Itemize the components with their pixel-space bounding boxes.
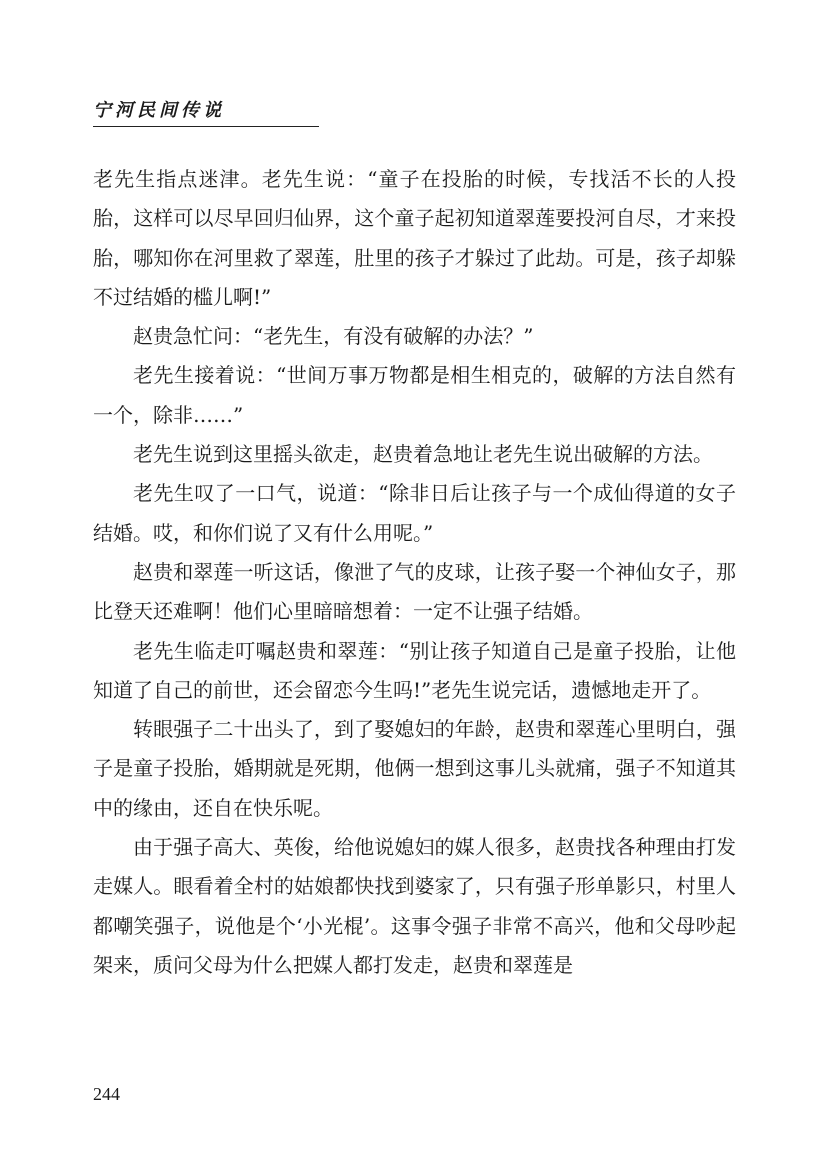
paragraph: 老先生指点迷津。老先生说：“童子在投胎的时候，专找活不长的人投胎，这样可以尽早回归仙界，这个童子起初知道翠莲要投河自尽，才来投胎，哪知你在河里救了翠莲，肚里的孩子才躲过了此劫。可是，孩子却躲不过结婚的槛儿啊!” [93, 167, 736, 309]
paragraph: 老先生临走叮嘱赵贵和翠莲：“别让孩子知道自己是童子投胎，让他知道了自己的前世，还会留恋今生吗!”老先生说完话，遗憾地走开了。 [93, 638, 736, 702]
paragraph: 老先生叹了一口气，说道：“除非日后让孩子与一个成仙得道的女子结婚。哎，和你们说了又有什么用呢。” [93, 481, 736, 545]
body-text [93, 160, 736, 985]
paragraph: 转眼强子二十出头了，到了娶媳妇的年龄，赵贵和翠莲心里明白，强子是童子投胎，婚期就是死期，他俩一想到这事儿头就痛，强子不知道其中的缘由，还自在快乐呢。 [93, 717, 736, 820]
paragraph: 赵贵急忙问：“老先生，有没有破解的办法？” [133, 324, 534, 349]
paragraph: 赵贵和翠莲一听这话，像泄了气的皮球，让孩子娶一个神仙女子，那比登天还难啊！他们心里暗暗想着：一定不让强子结婚。 [93, 559, 736, 624]
paragraph: 老先生接着说：“世间万事万物都是相生相克的，破解的方法自然有一个，除非……” [93, 363, 736, 427]
page-number: 244 [93, 1084, 120, 1104]
paragraph: 老先生说到这里摇头欲走，赵贵着急地让老先生说出破解的方法。 [133, 442, 713, 467]
paragraph: 由于强子高大、英俊，给他说媳妇的媒人很多，赵贵找各种理由打发走媒人。眼看着全村的姑娘都快找到婆家了，只有强子形单影只，村里人都嘲笑强子，说他是个‘小光棍’。这事令强子非常不高兴，他和父母吵起架来，质问父母为什么把媒人都打发走，赵贵和翠莲是 [93, 835, 736, 977]
running-head-title: 宁河民间传说 [93, 100, 319, 127]
